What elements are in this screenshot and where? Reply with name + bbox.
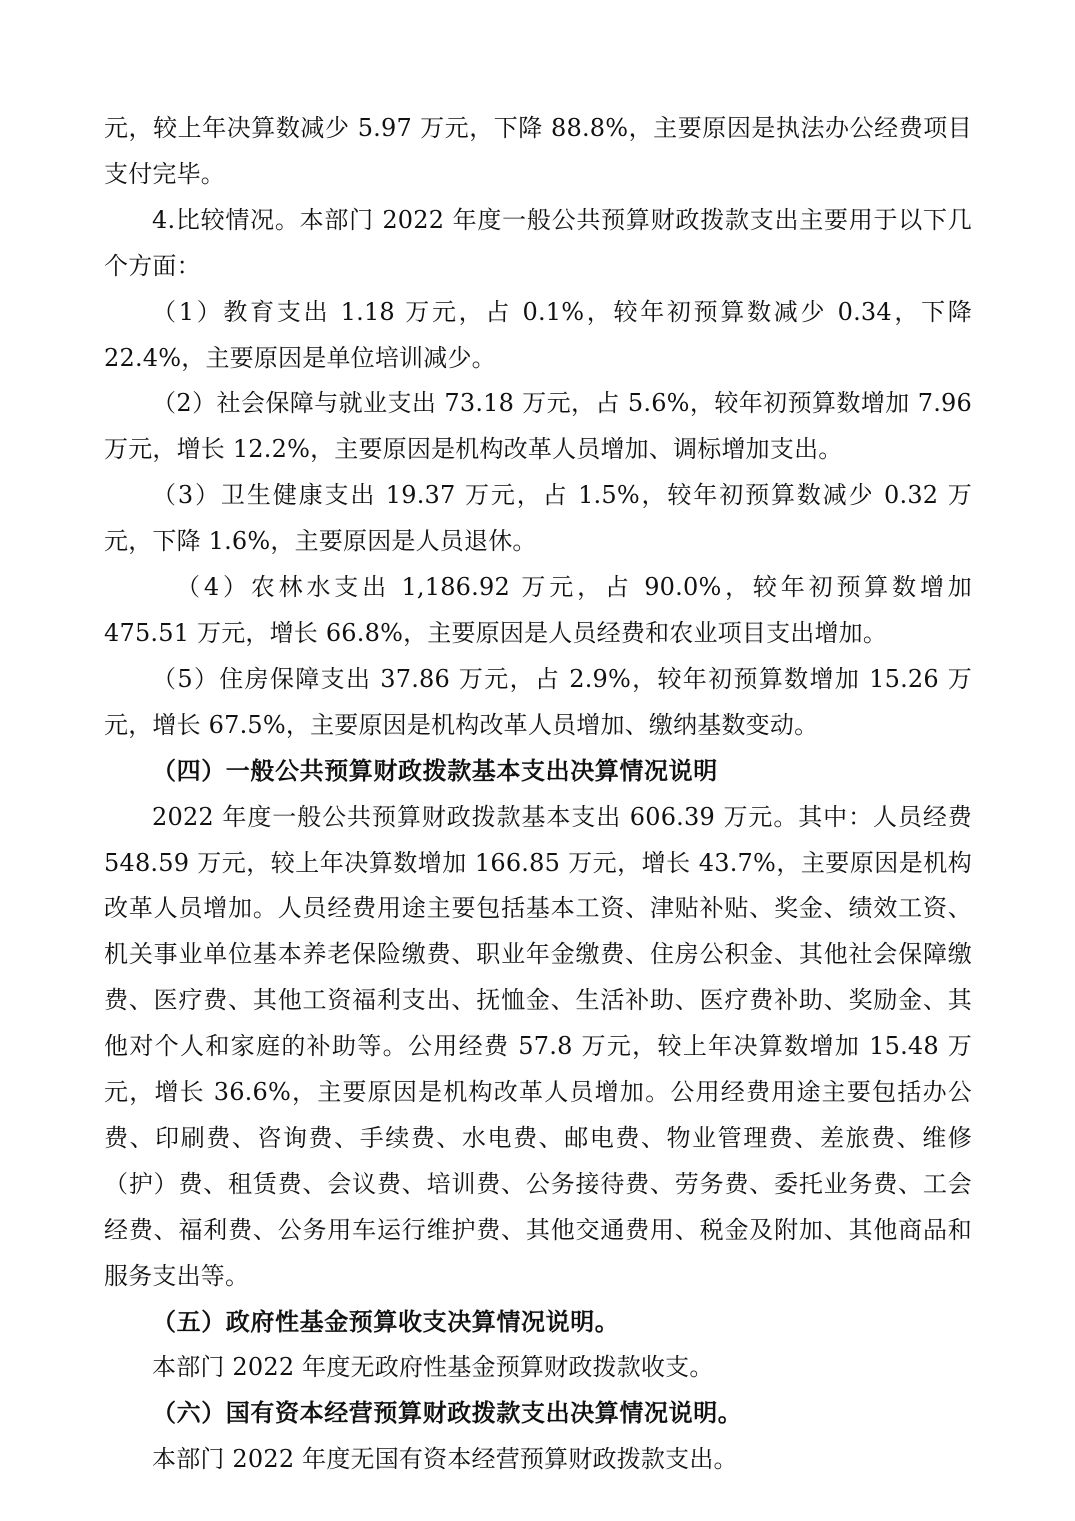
paragraph-education-expense: （1）教育支出 1.18 万元，占 0.1%，较年初预算数减少 0.34，下降 22.4%，主要原因是单位培训减少。 [104, 297, 972, 372]
paragraph-government-fund: 本部门 2022 年度无政府性基金预算财政拨款收支。 [152, 1353, 714, 1382]
paragraph-expense-reduction-continued: 元，较上年决算数减少 5.97 万元，下降 88.8%，主要原因是执法办公经费项目支付完毕。 [104, 114, 972, 188]
paragraph-state-capital: 本部门 2022 年度无国有资本经营预算财政拨款支出。 [152, 1445, 738, 1474]
section-heading-government-fund: （五）政府性基金预算收支决算情况说明。 [152, 1307, 620, 1336]
paragraph-health-expense: （3）卫生健康支出 19.37 万元，占 1.5%，较年初预算数减少 0.32 万元，下降 1.6%，主要原因是人员退休。 [104, 481, 972, 556]
paragraph-social-security-expense: （2）社会保障与就业支出 73.18 万元，占 5.6%，较年初预算数增加 7.96 万元，增长 12.2%，主要原因是机构改革人员增加、调标增加支出。 [104, 389, 972, 464]
paragraph-housing-expense: （5）住房保障支出 37.86 万元，占 2.9%，较年初预算数增加 15.26 万元，增长 67.5%，主要原因是机构改革人员增加、缴纳基数变动。 [104, 664, 972, 739]
section-heading-basic-expenditure: （四）一般公共预算财政拨款基本支出决算情况说明 [152, 756, 718, 785]
paragraph-comparison-intro: 4.比较情况。本部门 2022 年度一般公共预算财政拨款支出主要用于以下几个方面： [104, 205, 972, 280]
document-body [104, 106, 972, 1483]
section-heading-state-capital: （六）国有资本经营预算财政拨款支出决算情况说明。 [152, 1399, 743, 1428]
paragraph-basic-expenditure-detail: 2022 年度一般公共预算财政拨款基本支出 606.39 万元。其中：人员经费 548.59 万元，较上年决算数增加 166.85 万元，增长 43.7%，主要原因是机构改革人员增加。人员经费用途主要包括基本工资、津贴补贴、奖金、绩效工资、机关事业单位基本养老保险缴费、职业年金缴费、住房公积金、其他社会保障缴费、医疗费、其他工资福利支出、抚恤金、生活补助、医疗费补助、奖励金、其他对个人和家庭的补助等。公用经费 57.8 万元，较上年决算数增加 15.48 万元，增长 36.6%，主要原因是机构改革人员增加。公用经费用途主要包括办公费、印刷费、咨询费、手续费、水电费、邮电费、物业管理费、差旅费、维修（护）费、租赁费、会议费、培训费、公务接待费、劳务费、委托业务费、工会经费、福利费、公务用车运行维护费、其他交通费用、税金及附加、其他商品和服务支出等。 [104, 802, 972, 1290]
paragraph-agriculture-expense: （4）农林水支出 1,186.92 万元，占 90.0%，较年初预算数增加 475.51 万元，增长 66.8%，主要原因是人员经费和农业项目支出增加。 [104, 573, 972, 647]
